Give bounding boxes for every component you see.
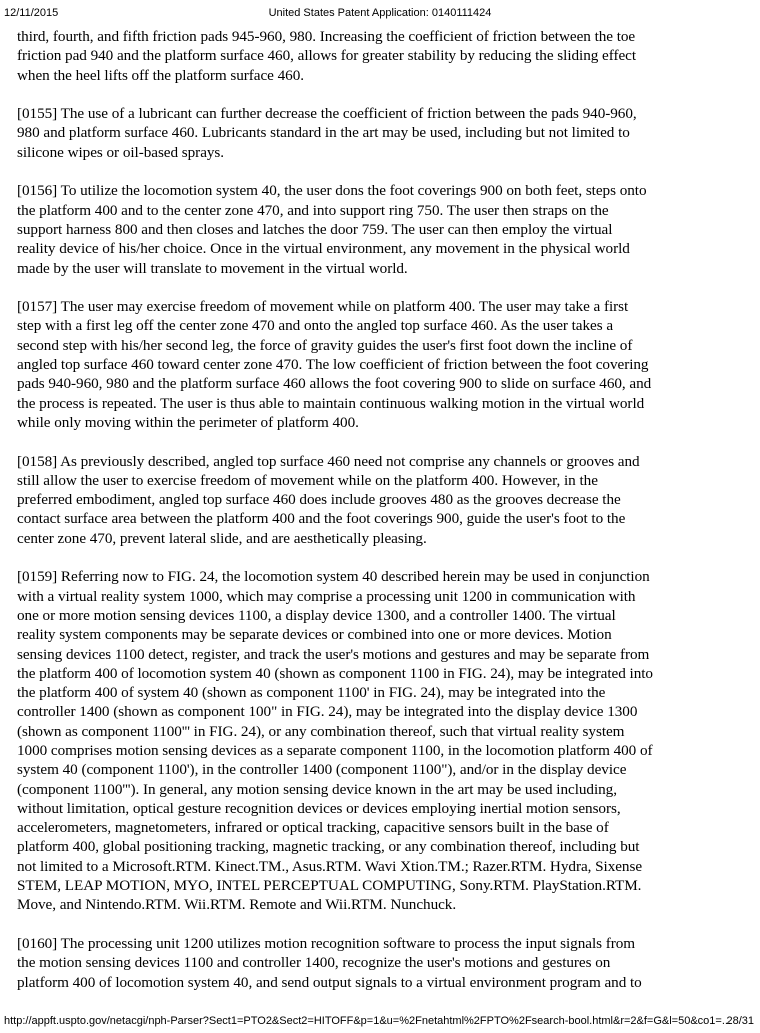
paragraph <box>17 104 747 162</box>
text-line: reality device of his/her choice. Once in the virtual environment, any movement in the physical world <box>17 240 630 258</box>
text-line: not limited to a Microsoft.RTM. Kinect.TM., Asus.RTM. Wavi Xtion.TM.; Razer.RTM. Hydra, Sixense <box>17 857 643 875</box>
text-line: [0155] The use of a lubricant can further decrease the coefficient of friction between the pads 940-960, <box>17 105 637 123</box>
text-line: center zone 470, prevent lateral slide, and are aesthetically pleasing. <box>17 529 427 547</box>
paragraph <box>17 181 747 277</box>
paragraph <box>17 297 747 432</box>
text-line: the platform 400 of locomotion system 40 (shown as component 1100 in FIG. 24), may be integrated into <box>17 664 653 682</box>
text-line: friction pad 940 and the platform surface 460, allows for greater stability by reducing the sliding effect <box>17 47 637 65</box>
text-line: Move, and Nintendo.RTM. Wii.RTM. Remote and Wii.RTM. Nunchuck. <box>17 896 457 914</box>
text-line: silicone wipes or oil-based sprays. <box>17 143 225 161</box>
text-line: still allow the user to exercise freedom of movement while on the platform 400. However, in the <box>17 471 598 489</box>
text-line: sensing devices 1100 detect, register, and track the user's motions and gestures and may be separate from <box>17 645 650 663</box>
text-line: [0160] The processing unit 1200 utilizes motion recognition software to process the input signals from <box>17 934 636 952</box>
text-line: the platform 400 of system 40 (shown as component 1100' in FIG. 24), may be integrated into the <box>17 684 606 702</box>
text-line: the process is repeated. The user is thus able to maintain continuous walking motion in the virtual world <box>17 394 645 412</box>
text-line: controller 1400 (shown as component 100" in FIG. 24), may be integrated into the display device 1300 <box>17 703 638 721</box>
text-line: accelerometers, magnetometers, infrared or optical tracking, capacitive sensors built in the base of <box>17 819 609 837</box>
text-line: when the heel lifts off the platform surface 460. <box>17 66 305 84</box>
text-line: with a virtual reality system 1000, which may comprise a processing unit 1200 in communication with <box>17 587 636 605</box>
text-line: one or more motion sensing devices 1100, a display device 1300, and a controller 1400. The virtual <box>17 606 616 624</box>
text-line: made by the user will translate to movement in the virtual world. <box>17 259 408 277</box>
text-line: angled top surface 460 toward center zone 470. The low coefficient of friction between the foot covering <box>17 356 649 374</box>
text-line: support harness 800 and then closes and latches the door 759. The user can then employ the virtual <box>17 220 613 238</box>
text-line: 1000 comprises motion sensing devices as a separate component 1100, in the locomotion platform 400 of <box>17 741 653 759</box>
text-line: the motion sensing devices 1100 and controller 1400, recognize the user's motions and gestures on <box>17 954 611 972</box>
paragraph <box>17 27 747 85</box>
text-line: without limitation, optical gesture recognition devices or devices employing inertial motion sensors, <box>17 799 621 817</box>
text-line: (shown as component 1100''' in FIG. 24), or any combination thereof, such that virtual reality system <box>17 722 625 740</box>
text-line: (component 1100'''). In general, any motion sensing device known in the art may be used including, <box>17 780 617 798</box>
document-title: United States Patent Application: 0140111424 <box>268 7 492 19</box>
paragraph <box>17 452 747 548</box>
source-url[interactable]: http://appft.uspto.gov/netacgi/nph-Parser?Sect1=PTO2&Sect2=HITOFF&p=1&u=%2Fnetahtml%2FPTO%2Fsearch-bool.html&r=2&f=G&l=50&co1=... <box>4 1015 732 1027</box>
text-line: 980 and platform surface 460. Lubricants standard in the art may be used, including but not limited to <box>17 124 630 142</box>
text-line: step with a first leg off the center zone 470 and onto the angled top surface 460. As the user takes a <box>17 317 614 335</box>
text-line: [0156] To utilize the locomotion system 40, the user dons the foot coverings 900 on both feet, steps onto <box>17 182 647 200</box>
paragraph <box>17 934 747 992</box>
page-header <box>4 6 756 20</box>
text-line: platform 400, global positioning tracking, magnetic tracking, or any combination thereof, including but <box>17 838 640 856</box>
text-line: [0159] Referring now to FIG. 24, the locomotion system 40 described herein may be used in conjunction <box>17 568 650 586</box>
text-line: pads 940-960, 980 and the platform surface 460 allows the foot covering 900 to slide on surface 460, and <box>17 375 652 393</box>
text-line: contact surface area between the platform 400 and the foot coverings 900, guide the user's foot to the <box>17 510 626 528</box>
text-line: preferred embodiment, angled top surface 460 does include grooves 480 as the grooves decrease the <box>17 491 621 509</box>
text-line: platform 400 of locomotion system 40, and send output signals to a virtual environment program and to <box>17 973 642 991</box>
text-line: reality system components may be separate devices or combined into one or more devices. Motion <box>17 626 612 644</box>
page-number: 28/31 <box>726 1015 754 1027</box>
text-line: [0158] As previously described, angled top surface 460 need not comprise any channels or grooves and <box>17 452 640 470</box>
text-line: [0157] The user may exercise freedom of movement while on platform 400. The user may take a first <box>17 298 629 316</box>
patent-body <box>17 27 747 1011</box>
print-date: 12/11/2015 <box>4 7 59 19</box>
text-line: while only moving within the perimeter of platform 400. <box>17 413 359 431</box>
text-line: third, fourth, and fifth friction pads 945-960, 980. Increasing the coefficient of friction between the toe <box>17 28 636 45</box>
text-line: system 40 (component 1100'), in the controller 1400 (component 1100"), and/or in the display device <box>17 761 627 779</box>
paragraph <box>17 567 747 914</box>
page-footer <box>4 1014 754 1028</box>
text-line: second step with his/her second leg, the force of gravity guides the user's first foot down the incline of <box>17 336 633 354</box>
text-line: the platform 400 and to the center zone 470, and into support ring 750. The user then straps on the <box>17 201 609 219</box>
text-line: STEM, LEAP MOTION, MYO, INTEL PERCEPTUAL COMPUTING, Sony.RTM. PlayStation.RTM. <box>17 877 642 895</box>
